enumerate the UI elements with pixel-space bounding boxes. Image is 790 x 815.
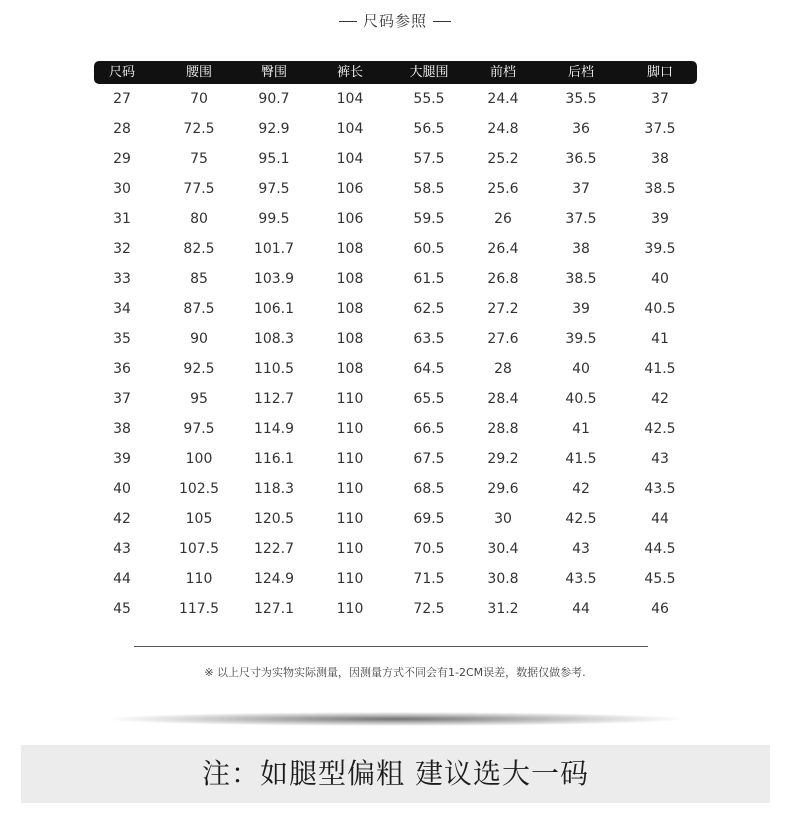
table-cell: 31.2 (487, 601, 519, 617)
table-cell: 35.5 (565, 91, 597, 107)
footer-band (21, 745, 770, 803)
table-row (0, 594, 790, 624)
table-row (0, 324, 790, 354)
table-cell: 67.5 (413, 451, 445, 467)
table-cell: 95 (190, 391, 208, 407)
table-cell: 61.5 (413, 271, 445, 287)
table-cell: 80 (190, 211, 208, 227)
table-cell: 31 (113, 211, 131, 227)
table-cell: 95.1 (258, 151, 290, 167)
table-row (0, 534, 790, 564)
table-cell: 45.5 (644, 571, 676, 587)
table-cell: 44 (572, 601, 590, 617)
table-cell: 70 (190, 91, 208, 107)
table-cell: 39 (651, 211, 669, 227)
table-row (0, 414, 790, 444)
footer-tip: 注：如腿型偏粗 建议选大一码 (202, 757, 589, 790)
table-cell: 56.5 (413, 121, 445, 137)
table-cell: 44 (651, 511, 669, 527)
table-cell: 117.5 (178, 601, 220, 617)
header-leg-opening: 脚口 (646, 65, 673, 80)
table-row (0, 384, 790, 414)
table-cell: 42.5 (644, 421, 676, 437)
table-cell: 39.5 (644, 241, 676, 257)
table-header (94, 61, 697, 84)
table-cell: 103.9 (253, 271, 295, 287)
table-cell: 60.5 (413, 241, 445, 257)
table-cell: 72.5 (183, 121, 215, 137)
table-cell: 30.8 (487, 571, 519, 587)
table-cell: 85 (190, 271, 208, 287)
table-cell: 100 (185, 451, 213, 467)
table-row (0, 144, 790, 174)
table-cell: 114.9 (253, 421, 295, 437)
table-cell: 30.4 (487, 541, 519, 557)
header-size: 尺码 (108, 65, 135, 80)
table-cell: 38 (113, 421, 131, 437)
table-cell: 40 (572, 361, 590, 377)
table-cell: 38 (572, 241, 590, 257)
table-cell: 66.5 (413, 421, 445, 437)
table-cell: 120.5 (253, 511, 295, 527)
table-cell: 24.8 (487, 121, 519, 137)
table-cell: 28.8 (487, 421, 519, 437)
header-thigh: 大腿围 (409, 65, 449, 80)
table-cell: 36.5 (565, 151, 597, 167)
title-dash-right (433, 21, 451, 22)
table-cell: 112.7 (253, 391, 295, 407)
table-cell: 110.5 (253, 361, 295, 377)
table-cell: 82.5 (183, 241, 215, 257)
table-cell: 42 (113, 511, 131, 527)
table-cell: 92.5 (183, 361, 215, 377)
table-cell: 40 (113, 481, 131, 497)
table-row (0, 84, 790, 114)
table-cell: 90.7 (258, 91, 290, 107)
table-cell: 32 (113, 241, 131, 257)
table-row (0, 204, 790, 234)
table-cell: 26.4 (487, 241, 519, 257)
table-cell: 65.5 (413, 391, 445, 407)
table-cell: 39 (572, 301, 590, 317)
table-cell: 43.5 (644, 481, 676, 497)
table-cell: 106 (336, 211, 364, 227)
table-cell: 26.8 (487, 271, 519, 287)
table-cell: 36 (572, 121, 590, 137)
table-cell: 87.5 (183, 301, 215, 317)
table-cell: 41 (651, 331, 669, 347)
table-cell: 28 (494, 361, 512, 377)
table-cell: 44.5 (644, 541, 676, 557)
table-cell: 37.5 (565, 211, 597, 227)
table-cell: 38.5 (644, 181, 676, 197)
table-cell: 69.5 (413, 511, 445, 527)
table-cell: 92.9 (258, 121, 290, 137)
table-cell: 108 (336, 361, 364, 377)
table-cell: 43 (651, 451, 669, 467)
table-cell: 25.6 (487, 181, 519, 197)
table-cell: 124.9 (253, 571, 295, 587)
table-cell: 99.5 (258, 211, 290, 227)
table-cell: 104 (336, 121, 364, 137)
table-cell: 108 (336, 271, 364, 287)
table-cell: 127.1 (253, 601, 295, 617)
table-cell: 38 (651, 151, 669, 167)
table-cell: 27 (113, 91, 131, 107)
table-cell: 40.5 (644, 301, 676, 317)
table-cell: 36 (113, 361, 131, 377)
table-row (0, 504, 790, 534)
table-cell: 110 (336, 541, 364, 557)
table-cell: 107.5 (178, 541, 220, 557)
table-cell: 27.2 (487, 301, 519, 317)
table-cell: 105 (185, 511, 213, 527)
table-cell: 108 (336, 331, 364, 347)
table-cell: 104 (336, 151, 364, 167)
page-title: 尺码参照 (362, 12, 427, 30)
table-cell: 104 (336, 91, 364, 107)
table-cell: 71.5 (413, 571, 445, 587)
table-cell: 40 (651, 271, 669, 287)
table-cell: 118.3 (253, 481, 295, 497)
table-cell: 106.1 (253, 301, 295, 317)
header-length: 裤长 (336, 65, 363, 80)
table-cell: 39.5 (565, 331, 597, 347)
divider (134, 646, 648, 647)
decorative-shadow (110, 712, 680, 726)
table-cell: 97.5 (258, 181, 290, 197)
table-row (0, 564, 790, 594)
table-cell: 97.5 (183, 421, 215, 437)
table-cell: 29.6 (487, 481, 519, 497)
table-cell: 37 (651, 91, 669, 107)
table-row (0, 264, 790, 294)
table-cell: 122.7 (253, 541, 295, 557)
table-cell: 116.1 (253, 451, 295, 467)
table-cell: 26 (494, 211, 512, 227)
table-cell: 45 (113, 601, 131, 617)
table-cell: 68.5 (413, 481, 445, 497)
table-cell: 108.3 (253, 331, 295, 347)
table-cell: 41 (572, 421, 590, 437)
table-cell: 42.5 (565, 511, 597, 527)
table-cell: 43 (113, 541, 131, 557)
table-cell: 41.5 (644, 361, 676, 377)
table-cell: 30 (113, 181, 131, 197)
table-cell: 27.6 (487, 331, 519, 347)
table-cell: 55.5 (413, 91, 445, 107)
table-cell: 70.5 (413, 541, 445, 557)
table-cell: 29.2 (487, 451, 519, 467)
table-row (0, 234, 790, 264)
table-cell: 24.4 (487, 91, 519, 107)
table-cell: 37 (572, 181, 590, 197)
table-cell: 58.5 (413, 181, 445, 197)
table-cell: 75 (190, 151, 208, 167)
table-cell: 39 (113, 451, 131, 467)
table-cell: 38.5 (565, 271, 597, 287)
table-cell: 57.5 (413, 151, 445, 167)
header-back-rise: 后档 (567, 65, 594, 80)
table-cell: 40.5 (565, 391, 597, 407)
table-cell: 110 (336, 601, 364, 617)
table-cell: 25.2 (487, 151, 519, 167)
table-cell: 44 (113, 571, 131, 587)
table-cell: 110 (185, 571, 213, 587)
table-row (0, 114, 790, 144)
table-cell: 110 (336, 481, 364, 497)
title-dash-left (339, 21, 357, 22)
table-cell: 102.5 (178, 481, 220, 497)
table-cell: 63.5 (413, 331, 445, 347)
table-row (0, 294, 790, 324)
table-cell: 42 (572, 481, 590, 497)
table-cell: 106 (336, 181, 364, 197)
table-cell: 46 (651, 601, 669, 617)
table-cell: 30 (494, 511, 512, 527)
table-cell: 34 (113, 301, 131, 317)
table-cell: 59.5 (413, 211, 445, 227)
table-cell: 77.5 (183, 181, 215, 197)
table-cell: 110 (336, 571, 364, 587)
table-cell: 29 (113, 151, 131, 167)
table-cell: 62.5 (413, 301, 445, 317)
table-cell: 28.4 (487, 391, 519, 407)
table-cell: 110 (336, 511, 364, 527)
header-waist: 腰围 (185, 65, 212, 80)
header-hip: 臀围 (260, 65, 287, 80)
table-cell: 101.7 (253, 241, 295, 257)
page-title-wrap (0, 10, 790, 31)
table-row (0, 444, 790, 474)
table-cell: 110 (336, 421, 364, 437)
table-cell: 110 (336, 391, 364, 407)
table-row (0, 474, 790, 504)
table-cell: 33 (113, 271, 131, 287)
table-cell: 28 (113, 121, 131, 137)
table-row (0, 354, 790, 384)
table-cell: 35 (113, 331, 131, 347)
table-cell: 43.5 (565, 571, 597, 587)
table-cell: 41.5 (565, 451, 597, 467)
table-cell: 72.5 (413, 601, 445, 617)
table-cell: 37 (113, 391, 131, 407)
table-cell: 43 (572, 541, 590, 557)
header-front-rise: 前档 (489, 65, 516, 80)
table-cell: 108 (336, 301, 364, 317)
table-row (0, 174, 790, 204)
table-cell: 42 (651, 391, 669, 407)
table-cell: 110 (336, 451, 364, 467)
table-cell: 37.5 (644, 121, 676, 137)
table-cell: 90 (190, 331, 208, 347)
table-cell: 64.5 (413, 361, 445, 377)
measurement-note: ※ 以上尺寸为实物实际测量，因测量方式不同会有1-2CM误差，数据仅做参考. (204, 666, 586, 679)
table-cell: 108 (336, 241, 364, 257)
